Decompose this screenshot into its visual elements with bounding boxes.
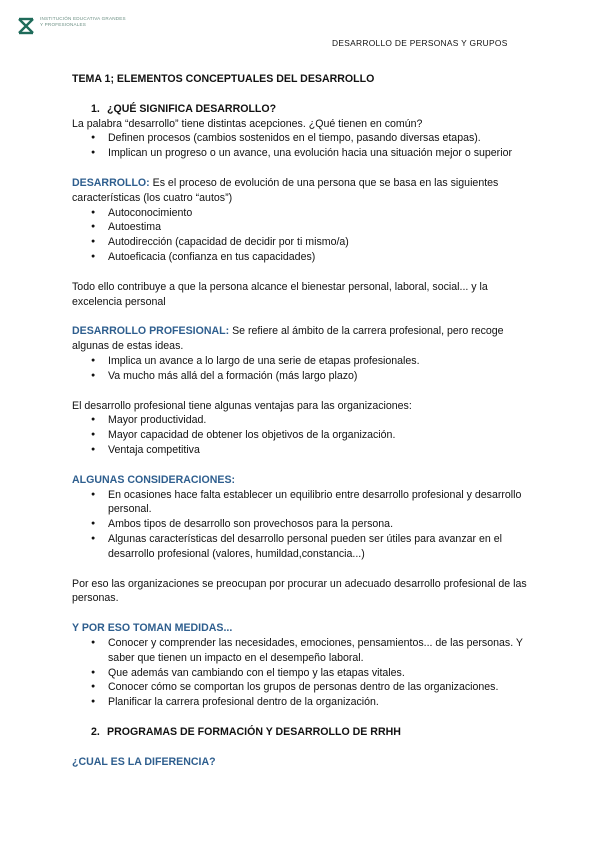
section-2-heading bbox=[72, 725, 532, 740]
list-item: ● Autodirección (capacidad de decidir por ti mismo/a) bbox=[91, 235, 532, 250]
list-item: ● Autoconocimiento bbox=[91, 206, 532, 221]
list-item: ● Autoestima bbox=[91, 220, 532, 235]
ventajas-intro: El desarrollo profesional tiene algunas ventajas para las organizaciones: bbox=[72, 399, 412, 412]
list-item: ● Implica un avance a lo largo de una serie de etapas profesionales. bbox=[91, 354, 532, 369]
section-2-number: 2. bbox=[91, 725, 100, 738]
list-item: ● En ocasiones hace falta establecer un equilibrio entre desarrollo profesional y desarrollo personal. bbox=[91, 488, 532, 518]
profesional-list bbox=[72, 354, 532, 384]
logo-line-1: INSTITUCIÓN EDUCATIVA GRANDES bbox=[40, 16, 126, 21]
section-1-list bbox=[72, 131, 532, 161]
list-item: ● Mayor capacidad de obtener los objetivos de la organización. bbox=[91, 428, 532, 443]
autos-list bbox=[72, 206, 532, 265]
logo-mark-icon bbox=[16, 16, 36, 36]
list-item: ● Algunas características del desarrollo personal pueden ser útiles para avanzar en el desarrollo profesional (valores, humildad,constancia...) bbox=[91, 532, 532, 562]
list-item: ● Conocer y comprender las necesidades, emociones, pensamientos... de las personas. Y saber que tienen un impacto en el desempeño laboral. bbox=[91, 636, 532, 666]
desarrollo-definition bbox=[72, 176, 532, 206]
list-item: ● Conocer cómo se comportan los grupos de personas dentro de las organizaciones. bbox=[91, 680, 532, 695]
list-item: ● Mayor productividad. bbox=[91, 413, 532, 428]
desarrollo-conclusion: Todo ello contribuye a que la persona alcance el bienestar personal, laboral, social... y la excelencia personal bbox=[72, 280, 488, 308]
list-item: ● Va mucho más allá del a formación (más largo plazo) bbox=[91, 369, 532, 384]
document-body bbox=[72, 72, 532, 769]
list-item: ● Definen procesos (cambios sostenidos en el tiempo, pasando diversas etapas). bbox=[91, 131, 532, 146]
list-item: ● Implican un progreso o un avance, una evolución hacia una situación mejor o superior bbox=[91, 146, 532, 161]
medidas-heading: Y POR ESO TOMAN MEDIDAS... bbox=[72, 622, 233, 635]
section-1-heading bbox=[72, 102, 532, 117]
profesional-definition bbox=[72, 324, 532, 354]
ventajas-list bbox=[72, 413, 532, 457]
profesional-text: Se refiere al ámbito de la carrera profesional, pero recoge algunas de estas ideas. bbox=[72, 325, 504, 353]
consideraciones-conclusion: Por eso las organizaciones se preocupan por procurar un adecuado desarrollo profesional de las personas. bbox=[72, 577, 527, 605]
section-1-title: ¿QUÉ SIGNIFICA DESARROLLO? bbox=[107, 102, 277, 115]
diferencia-heading: ¿CUAL ES LA DIFERENCIA? bbox=[72, 755, 216, 768]
profesional-term: DESARROLLO PROFESIONAL: bbox=[72, 325, 230, 338]
medidas-list bbox=[72, 636, 532, 710]
desarrollo-text: Es el proceso de evolución de una persona que se basa en las siguientes características (los cuatro “autos”) bbox=[72, 176, 499, 204]
consideraciones-heading: ALGUNAS CONSIDERACIONES: bbox=[72, 473, 236, 486]
list-item: ● Planificar la carrera profesional dentro de la organización. bbox=[91, 695, 532, 710]
document-header-title: DESARROLLO DE PERSONAS Y GRUPOS bbox=[332, 38, 508, 48]
list-item: ● Ventaja competitiva bbox=[91, 443, 532, 458]
list-item: ● Ambos tipos de desarrollo son provechosos para la persona. bbox=[91, 517, 532, 532]
list-item: ● Autoeficacia (confianza en tus capacidades) bbox=[91, 250, 532, 265]
main-title: TEMA 1; ELEMENTOS CONCEPTUALES DEL DESARROLLO bbox=[72, 73, 375, 85]
desarrollo-term: DESARROLLO: bbox=[72, 176, 150, 189]
logo-text bbox=[40, 16, 126, 27]
list-item: ● Que además van cambiando con el tiempo y las etapas vitales. bbox=[91, 666, 532, 681]
consideraciones-list bbox=[72, 488, 532, 562]
logo-line-2: Y PROFESIONALES bbox=[40, 21, 87, 27]
section-1-number: 1. bbox=[91, 102, 100, 115]
section-2-title: PROGRAMAS DE FORMACIÓN Y DESARROLLO DE RRHH bbox=[107, 725, 401, 738]
section-1-intro: La palabra “desarrollo” tiene distintas acepciones. ¿Qué tienen en común? bbox=[72, 117, 423, 130]
institution-logo bbox=[16, 16, 126, 36]
